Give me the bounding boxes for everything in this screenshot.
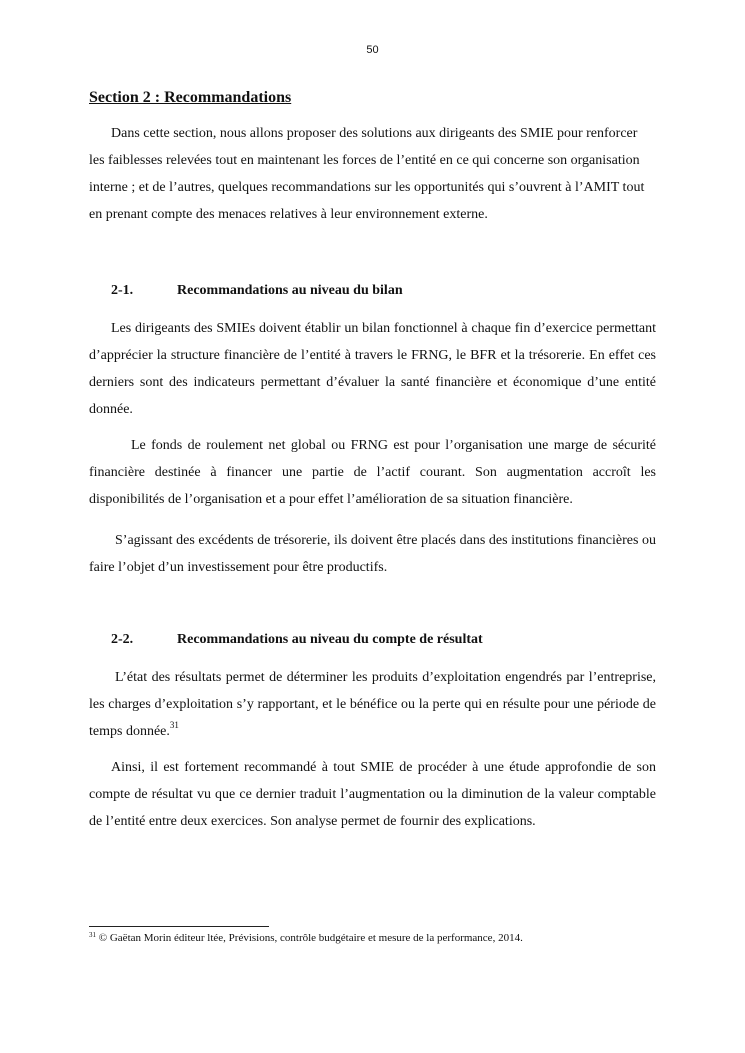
page-body xyxy=(89,88,656,835)
footnote xyxy=(89,931,523,945)
paragraph-text: L’état des résultats permet de déterminer les produits d’exploitation engendrés par l’entreprise, les charges d’exploitation s’y rapportant, et le bénéfice ou la perte qui en résulte pour une période de temps donnée. xyxy=(89,670,656,739)
paragraph-frng: Le fonds de roulement net global ou FRNG est pour l’organisation une marge de sécurité financière destinée à financer une partie de l’actif courant. Son augmentation accroît les disponibilités de l’organisation et a pour effet l’amélioration de sa situation financière. xyxy=(89,438,656,507)
paragraph-compte-resultat: Ainsi, il est fortement recommandé à tout SMIE de procéder à une étude approfondie de son compte de résultat vu que ce dernier traduit l’augmentation ou la diminution de la valeur comptable de l’entité entre deux exercices. Son analyse permet de fournir des explications. xyxy=(89,760,656,829)
footnote-number: 31 xyxy=(89,931,96,939)
paragraph-bilan: Les dirigeants des SMIEs doivent établir un bilan fonctionnel à chaque fin d’exercice permettant d’apprécier la structure financière de l’entité à travers le FRNG, le BFR et la trésorerie. En effet ces derniers sont des indicateurs permettant d’évaluer la santé financière et économique d’une entité donnée. xyxy=(89,321,656,417)
intro-paragraph: Dans cette section, nous allons proposer des solutions aux dirigeants des SMIE pour renforcer les faiblesses relevées tout en maintenant les forces de l’entité en ce qui concerne son organisation interne ; et de l’autres, quelques recommandations sur les opportunités qui s’ouvrent à l’AMIT tout en prenant compte des menaces relatives à leur environnement externe. xyxy=(89,126,645,222)
section-title: Section 2 : Recommandations xyxy=(89,89,292,106)
footnote-reference[interactable]: 31 xyxy=(169,720,179,730)
subsection-heading-2-2 xyxy=(89,630,656,650)
subsection-title: Recommandations au niveau du bilan xyxy=(177,283,403,298)
footnote-text: © Gaëtan Morin éditeur ltée, Prévisions, contrôle budgétaire et mesure de la performance, 2014. xyxy=(98,932,523,944)
paragraph-etat-resultats xyxy=(89,664,656,745)
subsection-title: Recommandations au niveau du compte de résultat xyxy=(177,632,483,647)
subsection-number: 2-1. xyxy=(111,283,134,298)
subsection-heading-2-1 xyxy=(89,281,656,301)
paragraph-tresorerie: S’agissant des excédents de trésorerie, ils doivent être placés dans des institutions financières ou faire l’objet d’un investissement pour être productifs. xyxy=(89,533,656,575)
subsection-number: 2-2. xyxy=(111,632,134,647)
page-number: 50 xyxy=(366,44,379,56)
footnote-separator xyxy=(89,926,269,927)
